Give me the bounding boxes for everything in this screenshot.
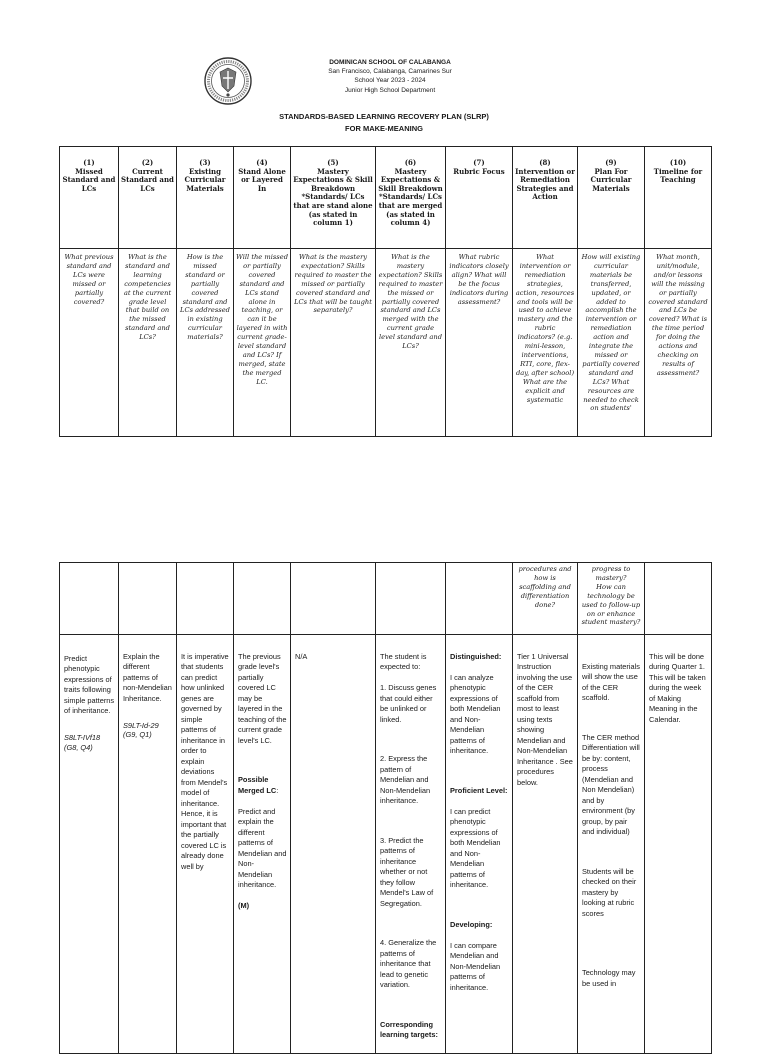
layered-in-text: The previous grade level's partially covered LC may be layered in the teaching of the current grade level's LC. bbox=[238, 651, 287, 745]
empty-cell bbox=[446, 563, 513, 635]
guide-question bbox=[513, 249, 578, 437]
slrp-table-page-one bbox=[59, 146, 712, 437]
column-header-text: (4) Stand Alone or Layered In bbox=[238, 158, 286, 193]
department: Junior High School Department bbox=[344, 86, 436, 94]
guide-question-text: What month, unit/module, and/or lessons will the missing or partially covered standard and LCs be covered? What is the time period for doing the actions and checking on results of assessment? bbox=[648, 253, 708, 377]
column-header-text: (9) Plan For Curricular Materials bbox=[590, 158, 632, 193]
spacer bbox=[380, 1001, 442, 1009]
mastery-item: 4. Generalize the patterns of inheritance that lead to genetic variation. bbox=[380, 938, 437, 989]
existing-materials-text: It is imperative that students can predict how unlinked genes are governed by simple patterns of inheritance in order to explain deviations from Mendel's model of inheritance. Hence, it is important that the partially covered LC is already done well by bbox=[181, 651, 229, 871]
merged-lc-label: Possible Merged LC bbox=[238, 775, 277, 795]
timeline-text: This will be done during Quarter 1. This will be taken during the week of Making Meaning in the Calendar. bbox=[649, 651, 706, 724]
spacer bbox=[582, 930, 641, 958]
stand-alone-layered-cell bbox=[234, 635, 291, 1054]
spacer bbox=[450, 901, 509, 909]
rubric-focus-cell bbox=[446, 635, 513, 1054]
rubric-level-text: I can predict phenotypic expressions of both Mendelian and Non-Mendelian patterns of inheritance. bbox=[450, 806, 501, 889]
spacer bbox=[238, 757, 287, 765]
mastery-stand-alone-text: N/A bbox=[295, 651, 308, 661]
intervention-text: Tier 1 Universal Instruction involving the use of the CER scaffold from most to least using texts showing Mendelian and Non-Mendelian Inheritance . See procedures below. bbox=[517, 651, 573, 787]
column-header-text: (1) Missed Standard and LCs bbox=[62, 158, 116, 193]
plan-title-line-1: STANDARDS-BASED LEARNING RECOVERY PLAN (SLRP) bbox=[279, 112, 489, 121]
guide-question-text: What is the mastery expectation? Skills required to master the missed or partially covered standard and LCs that will be taught separately? bbox=[294, 253, 372, 315]
learning-targets-heading: Corresponding learning targets: bbox=[380, 1019, 438, 1039]
guide-question-row bbox=[60, 249, 712, 437]
rubric-level-text: I can analyze phenotypic expressions of both Mendelian and Non-Mendelian patterns of inheritance. bbox=[450, 672, 501, 755]
school-address: San Francisco, Calabanga, Camarines Sur bbox=[328, 68, 452, 76]
guide-question bbox=[376, 249, 446, 437]
guide-question-continued-text: procedures and how is scaffolding and differentiation done? bbox=[518, 565, 572, 609]
merged-lc-text: Predict and explain the different patterns of Mendelian and Non-Mendelian inheritance. bbox=[238, 806, 287, 889]
column-header bbox=[446, 147, 513, 249]
column-header-text: (6) Mastery Expectations & Skill Breakdown *Standards/ LCs that are merged (as stated in column 4) bbox=[378, 158, 443, 228]
plan-title-line-2: FOR MAKE-MEANING bbox=[345, 124, 423, 133]
empty-cell bbox=[60, 563, 119, 635]
guide-question-text: What intervention or remediation strategies, action, resources and tools will be used to achieve mastery and the rubric indicators? (e.g. mini-lesson, interventions, RTI, core, flex-day, after school) What are the explicit and systematic bbox=[515, 253, 575, 404]
content-row bbox=[60, 635, 712, 1054]
guide-question-text: Will the missed or partially covered standard and LCs stand alone in teaching, or can it be layered in with current grade-level standard and LCs? If merged, state the merged LC. bbox=[236, 253, 288, 386]
column-header bbox=[119, 147, 177, 249]
existing-materials-cell bbox=[177, 635, 234, 1054]
guide-question bbox=[177, 249, 234, 437]
mastery-item: 2. Express the pattern of Mendelian and Non-Mendelian inheritance. bbox=[380, 754, 431, 805]
curricular-plan-paragraph: Existing materials will show the use of the CER scaffold. bbox=[582, 661, 640, 702]
guide-question-continued bbox=[578, 563, 645, 635]
spacer bbox=[450, 767, 509, 775]
column-header bbox=[177, 147, 234, 249]
guide-question-text: What is the standard and learning competencies at the current grade level that build on the missed standard and LCs? bbox=[123, 253, 172, 342]
mastery-stand-alone-cell bbox=[291, 635, 376, 1054]
school-name: DOMINICAN SCHOOL OF CALABANGA bbox=[329, 59, 451, 66]
column-header bbox=[578, 147, 645, 249]
spacer bbox=[380, 736, 442, 744]
empty-cell bbox=[119, 563, 177, 635]
rubric-level-label: Developing: bbox=[450, 919, 493, 929]
guide-question bbox=[446, 249, 513, 437]
column-header bbox=[376, 147, 446, 249]
possible-merged-lc bbox=[238, 775, 287, 796]
curricular-plan-cell bbox=[578, 635, 645, 1054]
guide-question-text: What is the mastery expectation? Skills required to master the missed or partially covered standard and LCs merged with the current grade level standard and LCs? bbox=[378, 253, 443, 351]
guide-question bbox=[119, 249, 177, 437]
column-header bbox=[60, 147, 119, 249]
column-header-text: (2) Current Standard and LCs bbox=[121, 158, 174, 193]
column-header-text: (5) Mastery Expectations & Skill Breakdown *Standards/ LCs that are stand alone (as stated in column 1) bbox=[293, 158, 373, 228]
mastery-merged-cell bbox=[376, 635, 446, 1054]
missed-standard-code: S8LT-IVf18 (G8, Q4) bbox=[64, 733, 101, 752]
curricular-plan-paragraph: Students will be checked on their mastery by looking at rubric scores bbox=[582, 866, 637, 918]
column-header-text: (10) Timeline for Teaching bbox=[653, 158, 703, 185]
guide-question-text: What previous standard and LCs were missed or partially covered? bbox=[64, 253, 114, 306]
guide-question bbox=[60, 249, 119, 437]
slrp-table-page-two bbox=[59, 562, 712, 1054]
current-standard-cell bbox=[119, 635, 177, 1054]
guide-question-text: How is the missed standard or partially covered standard and LCs addressed in existing curricular materials? bbox=[180, 253, 230, 342]
rubric-level-label: Proficient Level: bbox=[450, 785, 508, 795]
merged-lc-colon: : bbox=[276, 785, 279, 795]
rubric-level-text: I can compare Mendelian and Non-Mendelian patterns of inheritance. bbox=[450, 940, 501, 992]
spacer bbox=[582, 714, 641, 722]
empty-cell bbox=[234, 563, 291, 635]
empty-cell bbox=[645, 563, 712, 635]
guide-question bbox=[578, 249, 645, 437]
spacer bbox=[380, 920, 442, 928]
empty-cell bbox=[376, 563, 446, 635]
mastery-intro: The student is expected to: bbox=[380, 651, 427, 671]
missed-standard-text: Predict phenotypic expressions of traits following simple patterns of inheritance. bbox=[64, 653, 115, 715]
school-info bbox=[240, 58, 540, 95]
guide-question bbox=[645, 249, 712, 437]
guide-question-continued bbox=[513, 563, 578, 635]
continued-question-row bbox=[60, 563, 712, 635]
spacer bbox=[380, 817, 442, 825]
column-header bbox=[645, 147, 712, 249]
curricular-plan-paragraph: Technology may be used in bbox=[582, 968, 636, 988]
merged-lc-tag: (M) bbox=[238, 901, 250, 910]
current-standard-code: S9LT-Id-29 (G9, Q1) bbox=[123, 720, 159, 739]
guide-question bbox=[291, 249, 376, 437]
guide-question-text: How will existing curricular materials be transferred, updated, or added to accomplish the intervention or remediation action and integrate the missed or partially covered standard and LCs? What resources are needed to check on students' bbox=[581, 253, 641, 413]
column-header bbox=[234, 147, 291, 249]
guide-question bbox=[234, 249, 291, 437]
column-header-row bbox=[60, 147, 712, 249]
missed-standard-cell bbox=[60, 635, 119, 1054]
guide-question-continued-text: progress to mastery? How can technology be used to follow-up on or enhance student mastery? bbox=[581, 565, 641, 627]
guide-question-text: What rubric indicators closely align? What will be the focus indicators during assessment? bbox=[449, 253, 509, 306]
column-header bbox=[513, 147, 578, 249]
school-year: School Year 2023 - 2024 bbox=[354, 77, 426, 85]
empty-cell bbox=[291, 563, 376, 635]
document-header bbox=[0, 0, 768, 140]
plan-title bbox=[184, 111, 584, 135]
rubric-level-label: Distinguished: bbox=[450, 651, 502, 661]
column-header-text: (8) Intervention or Remediation Strategies and Action bbox=[515, 158, 575, 202]
mastery-item: 3. Predict the patterns of inheritance whether or not they follow Mendel's Law of Segregation. bbox=[380, 835, 434, 908]
column-header bbox=[291, 147, 376, 249]
current-standard-text: Explain the different patterns of non-Mendelian Inheritance. bbox=[123, 651, 172, 703]
curricular-plan-paragraph: The CER method Differentiation will be by: content, process (Mendelian and Non Mendelian) and by environment (by group, by pair and individual) bbox=[582, 732, 640, 836]
timeline-cell bbox=[645, 635, 712, 1054]
column-header-text: (7) Rubric Focus bbox=[453, 158, 505, 176]
empty-cell bbox=[177, 563, 234, 635]
mastery-item: 1. Discuss genes that could either be unlinked or linked. bbox=[380, 683, 437, 724]
column-header-text: (3) Existing Curricular Materials bbox=[184, 158, 226, 193]
intervention-cell bbox=[513, 635, 578, 1054]
spacer bbox=[582, 848, 641, 856]
